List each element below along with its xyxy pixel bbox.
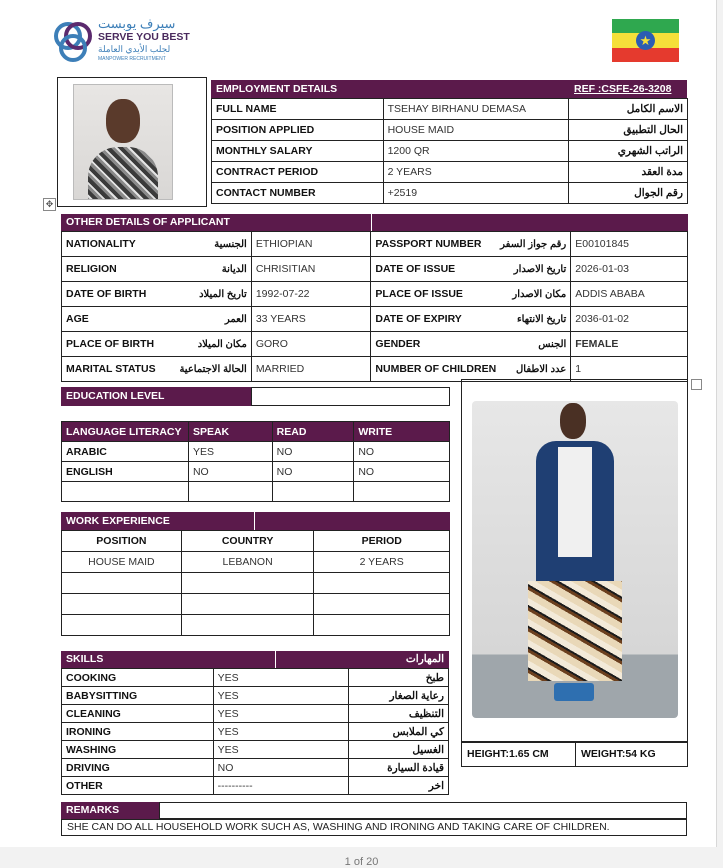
height-cell bbox=[461, 742, 576, 767]
table-row bbox=[62, 594, 450, 615]
table-row bbox=[62, 257, 688, 282]
skill-value: YES bbox=[213, 687, 349, 705]
table-row bbox=[62, 482, 450, 502]
skill-value: YES bbox=[213, 723, 349, 741]
skill-label: COOKING bbox=[62, 669, 214, 687]
remarks-header: REMARKS bbox=[61, 802, 159, 819]
speak-value: NO bbox=[188, 462, 272, 482]
detail-label-arabic: الجنسية bbox=[214, 238, 247, 250]
detail-label-arabic: تاريخ الميلاد bbox=[199, 288, 247, 300]
weight-value: WEIGHT:54 KG bbox=[581, 748, 656, 760]
detail-value: CHRISITIAN bbox=[251, 257, 371, 282]
table-row bbox=[62, 357, 688, 382]
table-row bbox=[62, 759, 449, 777]
logo-arabic-sub: لجلب الأيدي العاملة bbox=[98, 44, 171, 54]
detail-label: PLACE OF BIRTH bbox=[66, 338, 155, 350]
table-row bbox=[62, 777, 449, 795]
detail-value: MARRIED bbox=[251, 357, 371, 382]
detail-value: 1 bbox=[571, 357, 688, 382]
detail-label-arabic: الجنس bbox=[538, 338, 567, 350]
table-row bbox=[62, 723, 449, 741]
salary-value: 1200 QR bbox=[383, 141, 569, 162]
skill-label: OTHER bbox=[62, 777, 214, 795]
table-row bbox=[62, 282, 688, 307]
detail-value: 2036-01-02 bbox=[571, 307, 688, 332]
table-row bbox=[62, 687, 449, 705]
reference-number: REF :CSFE-26-3208 bbox=[569, 80, 687, 98]
write-value: NO bbox=[354, 462, 450, 482]
move-handle-icon[interactable]: ✥ bbox=[43, 198, 56, 211]
selection-handle-icon[interactable] bbox=[691, 379, 702, 390]
skill-label: WASHING bbox=[62, 741, 214, 759]
detail-label: PASSPORT NUMBER bbox=[375, 238, 482, 250]
remarks-text: SHE CAN DO ALL HOUSEHOLD WORK SUCH AS, WASHING AND IRONING AND TAKING CARE OF CHILDREN. bbox=[61, 819, 687, 836]
skill-label: IRONING bbox=[62, 723, 214, 741]
table-row bbox=[212, 99, 688, 120]
skills-header-arabic: المهارات bbox=[275, 651, 449, 668]
write-value: NO bbox=[354, 442, 450, 462]
remarks-header-box bbox=[159, 802, 687, 819]
detail-value: ADDIS ABABA bbox=[571, 282, 688, 307]
detail-label-arabic: عدد الاطفال bbox=[516, 363, 567, 375]
ethiopia-flag-icon: ★ bbox=[612, 19, 679, 62]
read-header: READ bbox=[272, 422, 354, 442]
skill-value: YES bbox=[213, 705, 349, 723]
skill-label-arabic: طبخ bbox=[349, 669, 449, 687]
full-body-photo-frame bbox=[461, 379, 688, 742]
detail-label-arabic: تاريخ الاصدار bbox=[513, 263, 567, 275]
language-name: ARABIC bbox=[62, 442, 189, 462]
applicant-photo-frame bbox=[57, 77, 207, 207]
detail-value: 1992-07-22 bbox=[251, 282, 371, 307]
table-header-row bbox=[62, 422, 450, 442]
detail-label: DATE OF ISSUE bbox=[375, 263, 456, 275]
table-header-row bbox=[62, 531, 450, 552]
contact-label: CONTACT NUMBER bbox=[212, 183, 384, 204]
detail-value: 2026-01-03 bbox=[571, 257, 688, 282]
skill-value: NO bbox=[213, 759, 349, 777]
work-position: HOUSE MAID bbox=[62, 552, 182, 573]
write-header: WRITE bbox=[354, 422, 450, 442]
applicant-full-body-photo bbox=[472, 401, 678, 718]
position-value: HOUSE MAID bbox=[383, 120, 569, 141]
table-row bbox=[62, 307, 688, 332]
skill-label: BABYSITTING bbox=[62, 687, 214, 705]
contact-value: +2519 bbox=[383, 183, 569, 204]
detail-label: MARITAL STATUS bbox=[66, 363, 156, 375]
speak-header: SPEAK bbox=[188, 422, 272, 442]
detail-label-arabic: العمر bbox=[224, 313, 247, 325]
company-logo bbox=[52, 16, 192, 68]
table-row bbox=[212, 120, 688, 141]
detail-label: RELIGION bbox=[66, 263, 117, 275]
table-row bbox=[62, 462, 450, 482]
logo-sub: MANPOWER RECRUITMENT bbox=[98, 56, 166, 62]
table-row bbox=[212, 162, 688, 183]
position-label: POSITION APPLIED bbox=[212, 120, 384, 141]
work-country: LEBANON bbox=[181, 552, 314, 573]
table-row bbox=[62, 442, 450, 462]
language-header: LANGUAGE LITERACY bbox=[62, 422, 189, 442]
salary-arabic: الراتب الشهري bbox=[569, 141, 688, 162]
skill-label-arabic: الغسيل bbox=[349, 741, 449, 759]
page-counter: 1 of 20 bbox=[344, 856, 379, 868]
other-details-header: OTHER DETAILS OF APPLICANT bbox=[61, 214, 371, 231]
other-details-header-right bbox=[371, 214, 688, 231]
table-row bbox=[62, 232, 688, 257]
work-experience-header: WORK EXPERIENCE bbox=[61, 512, 254, 530]
work-experience-header-right bbox=[254, 512, 450, 530]
other-details-table bbox=[61, 231, 688, 382]
applicant-portrait-photo bbox=[73, 84, 173, 200]
country-column-header: COUNTRY bbox=[181, 531, 314, 552]
language-name: ENGLISH bbox=[62, 462, 189, 482]
skills-table bbox=[61, 668, 449, 795]
detail-value: FEMALE bbox=[571, 332, 688, 357]
contract-value: 2 YEARS bbox=[383, 162, 569, 183]
detail-label-arabic: مكان الميلاد bbox=[197, 338, 247, 350]
table-row bbox=[62, 332, 688, 357]
skill-value: YES bbox=[213, 741, 349, 759]
detail-label: DATE OF BIRTH bbox=[66, 288, 147, 300]
height-value: HEIGHT:1.65 CM bbox=[467, 748, 549, 760]
table-row bbox=[62, 552, 450, 573]
skill-label: CLEANING bbox=[62, 705, 214, 723]
detail-label: DATE OF EXPIRY bbox=[375, 313, 462, 325]
contract-arabic: مدة العقد bbox=[569, 162, 688, 183]
employment-table bbox=[211, 98, 688, 204]
detail-label: NUMBER OF CHILDREN bbox=[375, 363, 497, 375]
detail-value: ETHIOPIAN bbox=[251, 232, 371, 257]
work-experience-table bbox=[61, 530, 450, 636]
table-row bbox=[212, 141, 688, 162]
period-column-header: PERIOD bbox=[314, 531, 450, 552]
skill-label-arabic: رعاية الصغار bbox=[349, 687, 449, 705]
logo-name: SERVE YOU BEST bbox=[98, 31, 190, 43]
skill-label-arabic: اخر bbox=[349, 777, 449, 795]
detail-value: E00101845 bbox=[571, 232, 688, 257]
detail-label: GENDER bbox=[375, 338, 421, 350]
detail-value: GORO bbox=[251, 332, 371, 357]
language-table bbox=[61, 421, 450, 502]
skills-header: SKILLS bbox=[61, 651, 275, 668]
work-period: 2 YEARS bbox=[314, 552, 450, 573]
skill-label: DRIVING bbox=[62, 759, 214, 777]
skill-label-arabic: التنظيف bbox=[349, 705, 449, 723]
read-value: NO bbox=[272, 462, 354, 482]
skill-value: ---------- bbox=[213, 777, 349, 795]
contact-arabic: رقم الجوال bbox=[569, 183, 688, 204]
table-row bbox=[62, 573, 450, 594]
speak-value: YES bbox=[188, 442, 272, 462]
full-name-arabic: الاسم الكامل bbox=[569, 99, 688, 120]
table-row bbox=[212, 183, 688, 204]
detail-label-arabic: رقم جواز السفر bbox=[500, 238, 567, 250]
table-row bbox=[62, 705, 449, 723]
detail-label-arabic: تاريخ الانتهاء bbox=[516, 313, 567, 325]
position-arabic: الحال التطبيق bbox=[569, 120, 688, 141]
education-level-value bbox=[251, 387, 450, 406]
logo-mark-icon bbox=[52, 18, 96, 66]
salary-label: MONTHLY SALARY bbox=[212, 141, 384, 162]
detail-label-arabic: الديانة bbox=[221, 263, 247, 275]
detail-label-arabic: مكان الاصدار bbox=[512, 288, 567, 300]
read-value: NO bbox=[272, 442, 354, 462]
position-column-header: POSITION bbox=[62, 531, 182, 552]
skill-label-arabic: قيادة السيارة bbox=[349, 759, 449, 777]
table-row bbox=[62, 615, 450, 636]
detail-label-arabic: الحالة الاجتماعية bbox=[179, 363, 247, 375]
contract-label: CONTRACT PERIOD bbox=[212, 162, 384, 183]
weight-cell bbox=[575, 742, 688, 767]
table-row bbox=[62, 669, 449, 687]
employment-details-header: EMPLOYMENT DETAILS bbox=[211, 80, 569, 98]
skill-value: YES bbox=[213, 669, 349, 687]
skill-label-arabic: كي الملابس bbox=[349, 723, 449, 741]
detail-label: PLACE OF ISSUE bbox=[375, 288, 463, 300]
detail-value: 33 YEARS bbox=[251, 307, 371, 332]
detail-label: AGE bbox=[66, 313, 89, 325]
education-level-header: EDUCATION LEVEL bbox=[61, 387, 251, 406]
full-name-value: TSEHAY BIRHANU DEMASA bbox=[383, 99, 569, 120]
table-row bbox=[62, 741, 449, 759]
detail-label: NATIONALITY bbox=[66, 238, 136, 250]
full-name-label: FULL NAME bbox=[212, 99, 384, 120]
logo-arabic-text: سيرف يوبست bbox=[98, 16, 176, 31]
